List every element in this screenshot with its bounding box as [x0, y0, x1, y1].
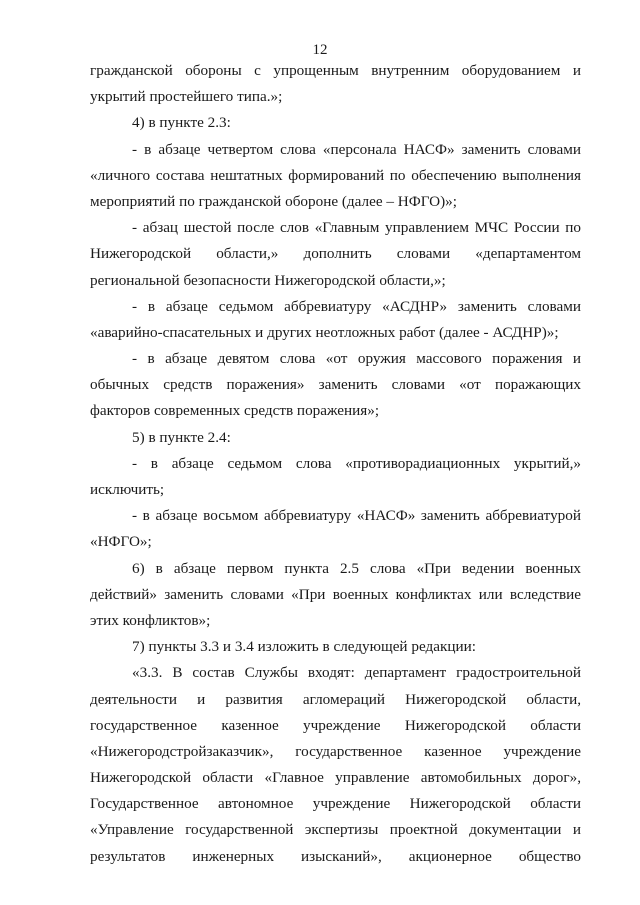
- text-line: - в абзаце девятом слова «от оружия массового поражения и: [132, 350, 581, 368]
- text-line: 4) в пункте 2.3:: [132, 114, 231, 132]
- text-line: 7) пункты 3.3 и 3.4 изложить в следующей редакции:: [132, 638, 476, 656]
- text-line: «Нижегородстройзаказчик», государственное казенное учреждение: [90, 742, 581, 760]
- text-line: факторов современных средств поражения»;: [90, 402, 380, 420]
- text-line: Государственное автономное учреждение Нижегородской области: [90, 795, 581, 813]
- page-number: 12: [312, 42, 328, 58]
- text-line: обычных средств поражения» заменить словами «от поражающих: [90, 376, 581, 394]
- text-line: этих конфликтов»;: [90, 611, 211, 629]
- text-line: исключить;: [90, 481, 165, 498]
- text-line: «Управление государственной экспертизы проектной документации и: [90, 821, 581, 839]
- text-line: «3.3. В состав Службы входят: департамент градостроительной: [132, 664, 581, 682]
- text-line: «личного состава нештатных формирований по обеспечению выполнения: [90, 166, 581, 184]
- text-line: 6) в абзаце первом пункта 2.5 слова «При ведении военных: [132, 559, 581, 577]
- text-line: «НФГО»;: [90, 533, 152, 551]
- text-line: государственное казенное учреждение Нижегородской области: [90, 716, 581, 734]
- text-line: результатов инженерных изысканий», акционерное общество: [90, 847, 581, 865]
- text-line: - абзац шестой после слов «Главным управлением МЧС России по: [132, 219, 581, 237]
- text-line: деятельности и развития агломераций Нижегородской области,: [90, 690, 581, 708]
- text-line: Нижегородской области,» дополнить словами «департаментом: [90, 245, 581, 263]
- text-line: региональной безопасности Нижегородской области,»;: [90, 271, 446, 289]
- text-line: 5) в пункте 2.4:: [132, 428, 231, 446]
- text-line: укрытий простейшего типа.»;: [90, 88, 283, 106]
- text-line: действий» заменить словами «При военных конфликтах или вследствие: [90, 585, 581, 603]
- document-body: [90, 58, 581, 870]
- text-line: гражданской обороны с упрощенным внутренним оборудованием и: [90, 62, 581, 79]
- text-line: - в абзаце седьмом аббревиатуру «АСДНР» заменить словами: [132, 297, 581, 315]
- text-line: Нижегородской области «Главное управление автомобильных дорог»,: [90, 769, 581, 787]
- text-line: «аварийно-спасательных и других неотложных работ (далее - АСДНР)»;: [90, 323, 559, 341]
- text-line: - в абзаце восьмом аббревиатуру «НАСФ» заменить аббревиатурой: [132, 507, 581, 525]
- text-line: - в абзаце седьмом слова «противорадиационных укрытий,»: [132, 454, 581, 472]
- text-line: - в абзаце четвертом слова «персонала НАСФ» заменить словами: [132, 140, 581, 158]
- text-line: мероприятий по гражданской обороне (далее – НФГО)»;: [90, 192, 457, 210]
